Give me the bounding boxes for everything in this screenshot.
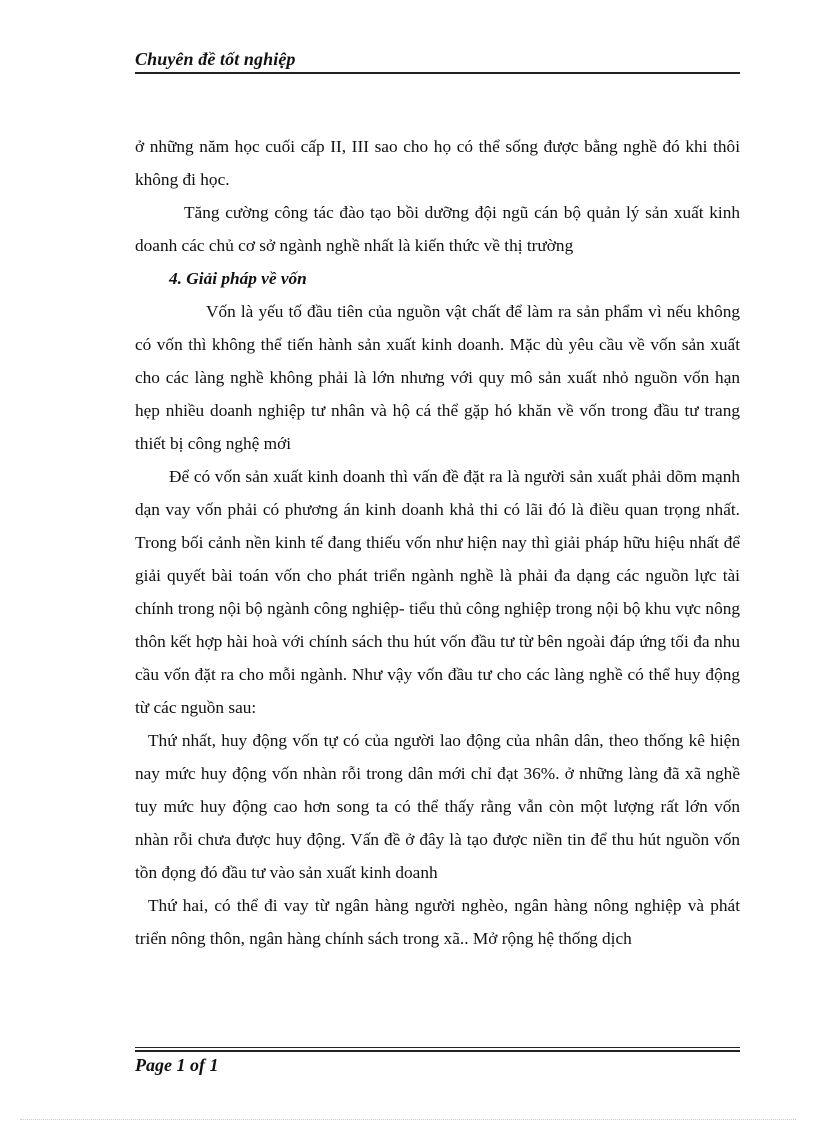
header-title: Chuyên đề tốt nghiệp — [135, 49, 296, 69]
paragraph-capital-solution: Để có vốn sản xuất kinh doanh thì vấn đề đặt ra là người sản xuất phải dõm mạnh dạn vay vốn phải có phương án kinh doanh khả thi có lãi đó là điều quan trọng nhất. Trong bối cảnh nền kinh tế đang thiếu vốn như hiện nay thì giải pháp hữu hiệu nhất để giải quyết bài toán vốn cho phát triển ngành nghề là phải đa dạng các nguồn lực tài chính trong nội bộ ngành công nghiệp- tiểu thủ công nghiệp trong nội bộ khu vực nông thôn kết hợp hài hoà với chính sách thu hút vốn đầu tư từ bên ngoài đáp ứng tối đa nhu cầu vốn đặt ra cho mỗi ngành. Như vậy vốn đầu tư cho các làng nghề có thể huy động từ các nguồn sau: — [135, 467, 740, 717]
footer-rule-bottom — [135, 1050, 740, 1052]
paragraph-first-source: Thứ nhất, huy động vốn tự có của người lao động của nhân dân, theo thống kê hiện nay mức huy động vốn nhàn rỗi trong dân mới chỉ đạt 36%. ở những làng đã xã nghề tuy mức huy động cao hơn song ta có thể thấy rằng vẫn còn một lượng rất lớn vốn nhàn rỗi chưa được huy động. Vấn đề ở đây là tạo được niền tin để thu hút nguồn vốn tồn đọng đó đầu tư vào sản xuất kinh doanh — [135, 731, 740, 882]
section-heading: 4. Giải pháp về vốn — [169, 269, 307, 288]
paragraph-training: Tăng cường công tác đào tạo bồi dưỡng đội ngũ cán bộ quản lý sản xuất kinh doanh các chủ cơ sở ngành nghề nhất là kiến thức về thị trường — [135, 203, 740, 255]
footer-rule-top — [135, 1047, 740, 1048]
page-header — [135, 46, 740, 74]
page-number: Page 1 of 1 — [135, 1055, 219, 1075]
paragraph-second-source: Thứ hai, có thể đi vay từ ngân hàng người nghèo, ngân hàng nông nghiệp và phát triển nông thôn, ngân hàng chính sách trong xã.. Mở rộng hệ thống dịch — [135, 896, 740, 948]
page-footer — [135, 1047, 740, 1077]
paragraph-capital-intro: Vốn là yếu tố đầu tiên của nguồn vật chất để làm ra sản phẩm vì nếu không có vốn thì không thể tiến hành sản xuất kinh doanh. Mặc dù yêu cầu về vốn sản xuất cho các làng nghề không phải là lớn nhưng với quy mô sản xuất nhỏ nguồn vốn hạn hẹp nhiều doanh nghiệp tư nhân và hộ cá thể gặp hó khăn về vốn trong đầu tư trang thiết bị công nghệ mới — [135, 302, 740, 453]
paragraph-continuation: ở những năm học cuối cấp II, III sao cho họ có thể sống được bằng nghề đó khi thôi không đi học. — [135, 137, 740, 189]
page-edge-divider — [20, 1119, 796, 1120]
document-body — [135, 130, 740, 955]
